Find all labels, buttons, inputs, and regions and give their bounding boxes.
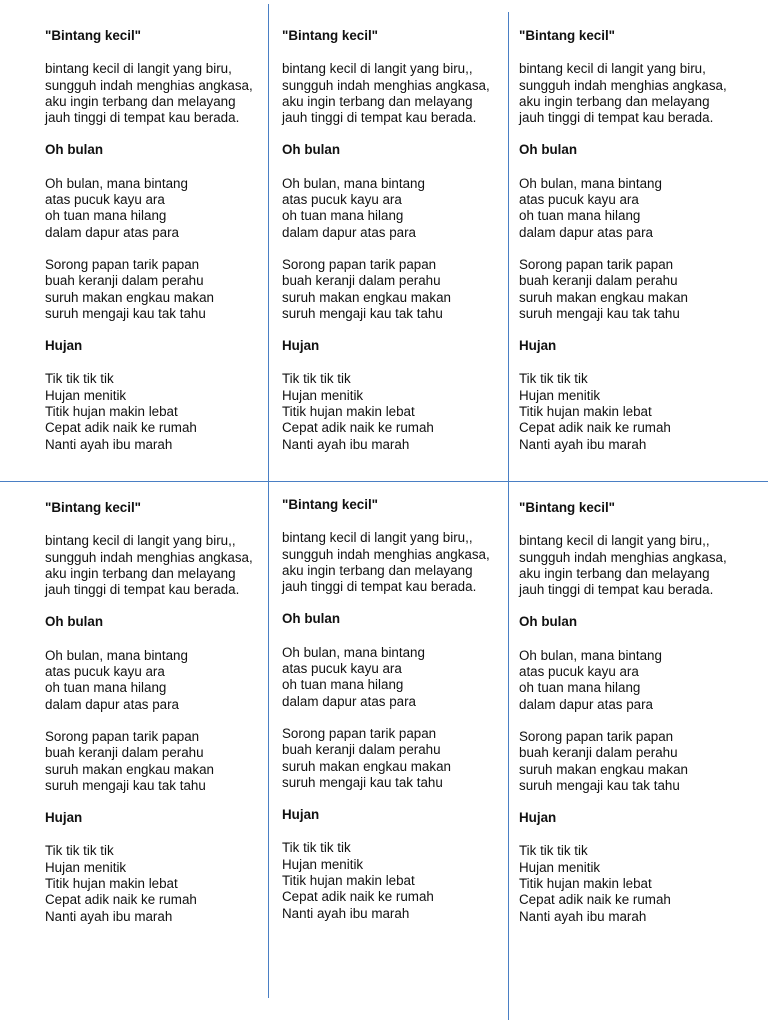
poem-line: bintang kecil di langit yang biru,, xyxy=(282,530,473,546)
poem-line: buah keranji dalam perahu xyxy=(519,273,678,289)
poem-line: sungguh indah menghias angkasa, xyxy=(45,549,253,565)
stanza-oh-bulan-1 xyxy=(45,648,270,713)
poem-line: Hujan menitik xyxy=(45,387,127,403)
poem-line: dalam dapur atas para xyxy=(519,224,653,240)
poem-title-bintang-kecil: "Bintang kecil" xyxy=(45,28,142,43)
poem-line: Cepat adik naik ke rumah xyxy=(45,892,197,908)
poem-line: Titik hujan makin lebat xyxy=(519,876,652,892)
poem-line: Nanti ayah ibu marah xyxy=(282,905,410,921)
poem-line: Nanti ayah ibu marah xyxy=(282,436,410,452)
poem-line: atas pucuk kayu ara xyxy=(519,664,639,680)
stanza-oh-bulan-2 xyxy=(282,726,507,791)
poem-line: Titik hujan makin lebat xyxy=(282,873,415,889)
poem-line: aku ingin terbang dan melayang xyxy=(282,562,473,578)
poem-line: Nanti ayah ibu marah xyxy=(45,908,173,924)
stanza-bintang-kecil xyxy=(519,61,744,126)
poem-line: Tik tik tik tik xyxy=(519,371,588,387)
poem-line: Hujan menitik xyxy=(519,387,601,403)
stanza-hujan xyxy=(519,371,744,452)
poem-title-hujan: Hujan xyxy=(519,810,557,826)
stanza-oh-bulan-2 xyxy=(45,257,270,322)
poem-line: aku ingin terbang dan melayang xyxy=(282,93,473,109)
poem-line: suruh makan engkau makan xyxy=(282,758,451,774)
poem-line: suruh mengaji kau tak tahu xyxy=(45,305,206,321)
poem-line: oh tuan mana hilang xyxy=(45,208,167,224)
poem-line: Sorong papan tarik papan xyxy=(282,725,437,741)
poem-line: buah keranji dalam perahu xyxy=(45,273,204,289)
poem-title-hujan: Hujan xyxy=(282,338,320,354)
poem-line: dalam dapur atas para xyxy=(519,696,653,712)
poem-card-1 xyxy=(45,28,270,469)
poem-line: oh tuan mana hilang xyxy=(282,677,404,693)
stanza-bintang-kecil xyxy=(519,533,744,598)
poem-line: atas pucuk kayu ara xyxy=(519,192,639,208)
poem-title-hujan: Hujan xyxy=(282,807,320,823)
poem-title-hujan: Hujan xyxy=(45,810,83,826)
poem-line: Titik hujan makin lebat xyxy=(45,404,178,420)
stanza-bintang-kecil xyxy=(282,530,507,595)
poem-line: suruh mengaji kau tak tahu xyxy=(282,305,443,321)
stanza-hujan xyxy=(45,371,270,452)
stanza-oh-bulan-2 xyxy=(45,729,270,794)
stanza-hujan xyxy=(519,843,744,924)
poem-title-oh-bulan: Oh bulan xyxy=(519,614,578,630)
poem-line: oh tuan mana hilang xyxy=(519,208,641,224)
stanza-bintang-kecil xyxy=(45,533,270,598)
poem-line: suruh mengaji kau tak tahu xyxy=(519,777,680,793)
poem-line: Tik tik tik tik xyxy=(282,371,351,387)
poem-line: suruh makan engkau makan xyxy=(519,289,688,305)
poem-line: dalam dapur atas para xyxy=(45,696,179,712)
poem-line: bintang kecil di langit yang biru,, xyxy=(519,533,710,549)
vertical-cut-line-2 xyxy=(508,12,509,1020)
poem-title-bintang-kecil: "Bintang kecil" xyxy=(519,28,616,43)
poem-line: jauh tinggi di tempat kau berada. xyxy=(45,582,240,598)
poem-line: Titik hujan makin lebat xyxy=(519,404,652,420)
poem-line: Cepat adik naik ke rumah xyxy=(282,889,434,905)
stanza-oh-bulan-1 xyxy=(519,176,744,241)
poem-line: sungguh indah menghias angkasa, xyxy=(45,77,253,93)
poem-line: Tik tik tik tik xyxy=(45,843,114,859)
poem-card-2 xyxy=(282,28,507,469)
poem-line: Sorong papan tarik papan xyxy=(519,256,674,272)
poem-line: aku ingin terbang dan melayang xyxy=(519,93,710,109)
poem-line: suruh mengaji kau tak tahu xyxy=(282,774,443,790)
poem-title-oh-bulan: Oh bulan xyxy=(282,142,341,158)
poem-line: Oh bulan, mana bintang xyxy=(282,644,425,660)
poem-line: buah keranji dalam perahu xyxy=(282,273,441,289)
poem-line: atas pucuk kayu ara xyxy=(282,661,402,677)
stanza-oh-bulan-1 xyxy=(282,176,507,241)
poem-line: Sorong papan tarik papan xyxy=(282,256,437,272)
poem-line: suruh makan engkau makan xyxy=(282,289,451,305)
poem-card-3 xyxy=(519,28,744,469)
poem-card-6 xyxy=(519,500,744,941)
stanza-oh-bulan-2 xyxy=(282,257,507,322)
poem-line: Sorong papan tarik papan xyxy=(45,728,200,744)
poem-line: Hujan menitik xyxy=(519,859,601,875)
stanza-hujan xyxy=(282,371,507,452)
poem-title-oh-bulan: Oh bulan xyxy=(282,611,341,627)
poem-line: Hujan menitik xyxy=(282,856,364,872)
poem-title-oh-bulan: Oh bulan xyxy=(45,142,104,158)
poem-line: bintang kecil di langit yang biru,, xyxy=(45,533,236,549)
poem-line: suruh makan engkau makan xyxy=(45,289,214,305)
poem-line: Sorong papan tarik papan xyxy=(45,256,200,272)
stanza-oh-bulan-1 xyxy=(282,645,507,710)
horizontal-cut-line xyxy=(0,481,768,482)
poem-line: Tik tik tik tik xyxy=(45,371,114,387)
poem-line: Nanti ayah ibu marah xyxy=(519,436,647,452)
poem-line: jauh tinggi di tempat kau berada. xyxy=(519,110,714,126)
poem-line: oh tuan mana hilang xyxy=(282,208,404,224)
poem-line: sungguh indah menghias angkasa, xyxy=(282,546,490,562)
poem-line: sungguh indah menghias angkasa, xyxy=(519,77,727,93)
stanza-bintang-kecil xyxy=(282,61,507,126)
poem-line: dalam dapur atas para xyxy=(282,224,416,240)
poem-line: Sorong papan tarik papan xyxy=(519,728,674,744)
poem-line: aku ingin terbang dan melayang xyxy=(45,93,236,109)
poem-line: jauh tinggi di tempat kau berada. xyxy=(519,582,714,598)
poem-line: buah keranji dalam perahu xyxy=(519,745,678,761)
poem-line: oh tuan mana hilang xyxy=(519,680,641,696)
poem-line: Cepat adik naik ke rumah xyxy=(519,420,671,436)
poem-line: jauh tinggi di tempat kau berada. xyxy=(282,579,477,595)
poem-line: bintang kecil di langit yang biru, xyxy=(45,61,232,77)
poem-line: Titik hujan makin lebat xyxy=(282,404,415,420)
poem-line: Oh bulan, mana bintang xyxy=(282,175,425,191)
poem-line: Cepat adik naik ke rumah xyxy=(45,420,197,436)
poem-line: Cepat adik naik ke rumah xyxy=(519,892,671,908)
poem-line: dalam dapur atas para xyxy=(282,693,416,709)
poem-line: suruh mengaji kau tak tahu xyxy=(45,777,206,793)
stanza-hujan xyxy=(45,843,270,924)
poem-line: suruh mengaji kau tak tahu xyxy=(519,305,680,321)
poem-line: jauh tinggi di tempat kau berada. xyxy=(45,110,240,126)
stanza-hujan xyxy=(282,840,507,921)
poem-title-oh-bulan: Oh bulan xyxy=(45,614,104,630)
poem-line: Titik hujan makin lebat xyxy=(45,876,178,892)
poem-line: Hujan menitik xyxy=(45,859,127,875)
poem-line: bintang kecil di langit yang biru,, xyxy=(282,61,473,77)
poem-title-bintang-kecil: "Bintang kecil" xyxy=(282,28,379,43)
poem-line: Nanti ayah ibu marah xyxy=(45,436,173,452)
poem-title-bintang-kecil: "Bintang kecil" xyxy=(519,500,616,515)
poem-line: Tik tik tik tik xyxy=(282,840,351,856)
poem-title-bintang-kecil: "Bintang kecil" xyxy=(45,500,142,515)
stanza-bintang-kecil xyxy=(45,61,270,126)
poem-line: oh tuan mana hilang xyxy=(45,680,167,696)
poem-line: Cepat adik naik ke rumah xyxy=(282,420,434,436)
poem-line: dalam dapur atas para xyxy=(45,224,179,240)
poem-line: sungguh indah menghias angkasa, xyxy=(519,549,727,565)
poem-title-hujan: Hujan xyxy=(45,338,83,354)
poem-line: aku ingin terbang dan melayang xyxy=(45,565,236,581)
stanza-oh-bulan-1 xyxy=(519,648,744,713)
poem-line: suruh makan engkau makan xyxy=(45,761,214,777)
poem-line: atas pucuk kayu ara xyxy=(45,192,165,208)
poem-line: sungguh indah menghias angkasa, xyxy=(282,77,490,93)
poem-line: bintang kecil di langit yang biru, xyxy=(519,61,706,77)
poem-title-oh-bulan: Oh bulan xyxy=(519,142,578,158)
poem-line: suruh makan engkau makan xyxy=(519,761,688,777)
poem-line: aku ingin terbang dan melayang xyxy=(519,565,710,581)
poem-line: jauh tinggi di tempat kau berada. xyxy=(282,110,477,126)
stanza-oh-bulan-2 xyxy=(519,257,744,322)
poem-line: Oh bulan, mana bintang xyxy=(45,647,188,663)
poem-card-5 xyxy=(282,497,507,938)
stanza-oh-bulan-2 xyxy=(519,729,744,794)
poem-line: Oh bulan, mana bintang xyxy=(45,175,188,191)
poem-line: atas pucuk kayu ara xyxy=(282,192,402,208)
poem-line: Nanti ayah ibu marah xyxy=(519,908,647,924)
poem-line: buah keranji dalam perahu xyxy=(282,742,441,758)
poem-card-4 xyxy=(45,500,270,941)
poem-line: buah keranji dalam perahu xyxy=(45,745,204,761)
poem-line: Tik tik tik tik xyxy=(519,843,588,859)
poem-line: Oh bulan, mana bintang xyxy=(519,175,662,191)
stanza-oh-bulan-1 xyxy=(45,176,270,241)
poem-line: Hujan menitik xyxy=(282,387,364,403)
poem-line: Oh bulan, mana bintang xyxy=(519,647,662,663)
poem-title-bintang-kecil: "Bintang kecil" xyxy=(282,497,379,512)
poem-title-hujan: Hujan xyxy=(519,338,557,354)
poem-line: atas pucuk kayu ara xyxy=(45,664,165,680)
